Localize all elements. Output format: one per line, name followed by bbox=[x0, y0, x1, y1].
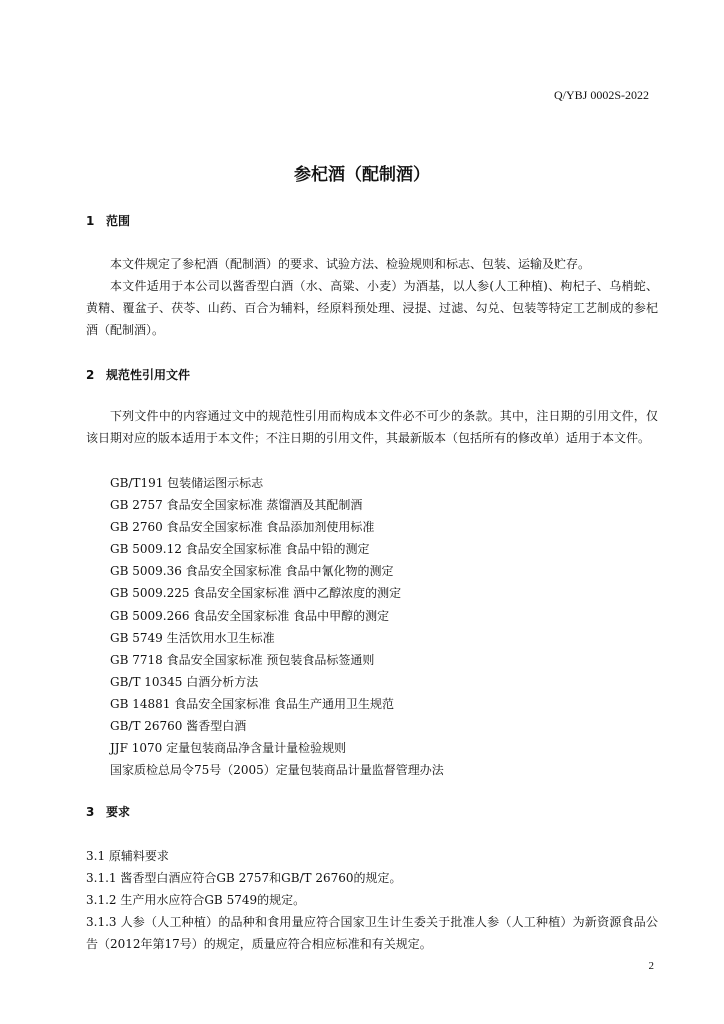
reference-item: GB 5749 生活饮用水卫生标准 bbox=[110, 630, 275, 645]
reference-item: GB 5009.12 食品安全国家标准 食品中铅的测定 bbox=[110, 542, 370, 557]
reference-item: GB 5009.266 食品安全国家标准 食品中甲醇的测定 bbox=[110, 608, 390, 623]
document-title: 参杞酒（配制酒） bbox=[294, 165, 430, 185]
page-number: 2 bbox=[648, 960, 654, 972]
requirement-clause-3-1-1: 3.1.1 酱香型白酒应符合GB 2757和GB/T 26760的规定。 bbox=[86, 871, 402, 885]
reference-item: GB 2757 食品安全国家标准 蒸馏酒及其配制酒 bbox=[110, 498, 363, 513]
reference-item: GB 5009.225 食品安全国家标准 酒中乙醇浓度的测定 bbox=[110, 586, 402, 601]
section-heading-requirements bbox=[86, 803, 130, 820]
standard-code: Q/YBJ 0002S-2022 bbox=[553, 88, 649, 102]
scope-paragraph-1: 本文件规定了参杞酒（配制酒）的要求、试验方法、检验规则和标志、包装、运输及贮存。 bbox=[110, 257, 591, 271]
requirement-clause-3-1-3: 3.1.3 人参（人工种植）的品种和食用量应符合国家卫生计生委关于批准人参（人工种植）为新资源食品公告（2012年第17号）的规定，质量应符合相应标准和有关规定。 bbox=[86, 915, 658, 951]
section-title: 规范性引用文件 bbox=[106, 368, 191, 382]
section-number: 3 bbox=[86, 805, 95, 819]
section-number: 2 bbox=[86, 368, 95, 382]
section-number: 1 bbox=[86, 214, 95, 228]
reference-item: GB/T191 包装储运图示标志 bbox=[110, 476, 264, 490]
reference-item: GB 7718 食品安全国家标准 预包装食品标签通则 bbox=[110, 652, 375, 667]
reference-list bbox=[110, 472, 444, 781]
section-title: 范围 bbox=[106, 214, 131, 228]
normative-refs-intro: 下列文件中的内容通过文中的规范性引用而构成本文件必不可少的条款。其中，注日期的引用文件，仅该日期对应的版本适用于本文件；不注日期的引用文件，其最新版本（包括所有的修改单）适用于本文件。 bbox=[86, 409, 658, 445]
reference-item: GB/T 26760 酱香型白酒 bbox=[110, 719, 247, 734]
reference-item: GB/T 10345 白酒分析方法 bbox=[110, 674, 259, 689]
reference-item: GB 2760 食品安全国家标准 食品添加剂使用标准 bbox=[110, 520, 375, 535]
section-heading-scope bbox=[86, 212, 130, 229]
section-title: 要求 bbox=[106, 805, 131, 819]
requirement-clause-3-1: 3.1 原辅料要求 bbox=[86, 849, 169, 863]
scope-paragraph-2: 本文件适用于本公司以酱香型白酒（水、高粱、小麦）为酒基，以人参(人工种植)、枸杞子、乌梢蛇、黄精、覆盆子、茯苓、山药、百合为辅料，经原料预处理、浸提、过滤、勾兑、包装等特定工艺制成的参杞酒（配制酒）。 bbox=[86, 279, 658, 337]
reference-item: GB 5009.36 食品安全国家标准 食品中氰化物的测定 bbox=[110, 564, 394, 579]
reference-item: GB 14881 食品安全国家标准 食品生产通用卫生规范 bbox=[110, 696, 395, 711]
requirement-clause-3-1-2: 3.1.2 生产用水应符合GB 5749的规定。 bbox=[86, 893, 306, 907]
reference-item: 国家质检总局令75号（2005）定量包装商品计量监督管理办法 bbox=[110, 763, 444, 778]
section-heading-normative-refs bbox=[86, 366, 190, 383]
reference-item: JJF 1070 定量包装商品净含量计量检验规则 bbox=[110, 741, 347, 756]
